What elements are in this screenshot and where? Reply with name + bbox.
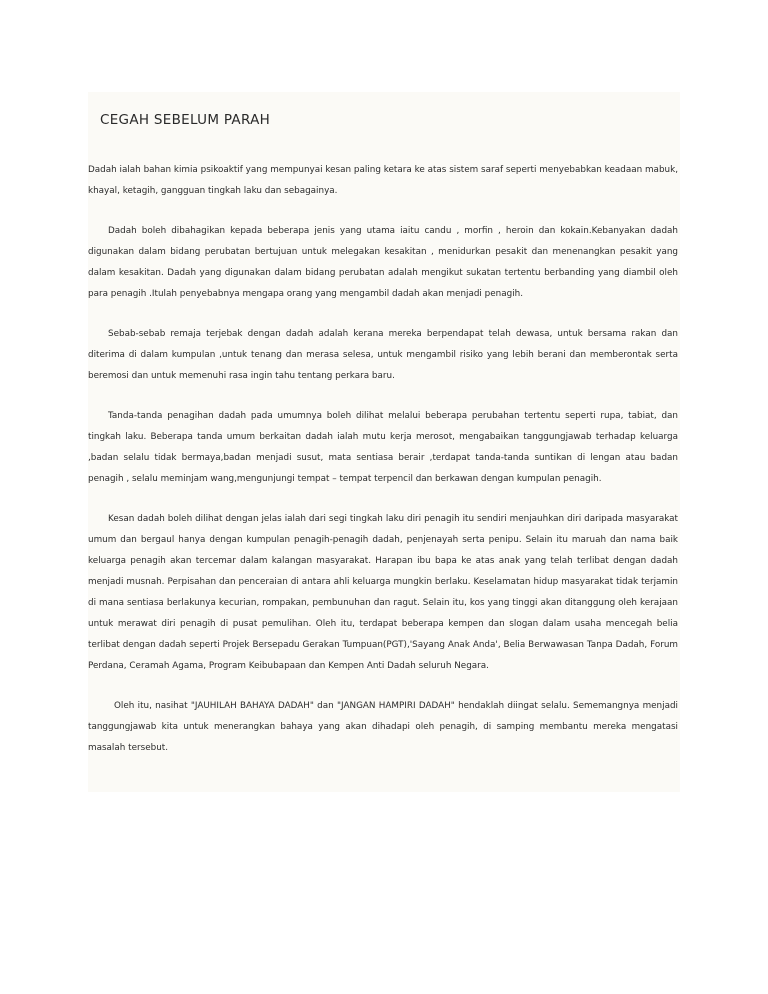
paragraph-causes: Sebab-sebab remaja terjebak dengan dadah adalah kerana mereka berpendapat telah dewasa, untuk bersama rakan dan diterima di dalam kumpulan ,untuk tenang dan merasa selesa, untuk mengambil risiko yang lebih berani dan memberontak serta beremosi dan untuk memenuhi rasa ingin tahu tentang perkara baru. [88,329,678,381]
paragraph-definition: Dadah ialah bahan kimia psikoaktif yang mempunyai kesan paling ketara ke atas sistem saraf seperti menyebabkan keadaan mabuk, khayal, ketagih, gangguan tingkah laku dan sebagainya. [88,165,678,196]
paragraph-advice: Oleh itu, nasihat "JAUHILAH BAHAYA DADAH" dan "JANGAN HAMPIRI DADAH" hendaklah diingat selalu. Sememangnya menjadi tanggungjawab kita untuk menerangkan bahaya yang akan dihadapi oleh penagih, di samping membantu mereka mengatasi masalah tersebut. [88,701,678,753]
paragraph-effects: Kesan dadah boleh dilihat dengan jelas ialah dari segi tingkah laku diri penagih itu sendiri menjauhkan diri daripada masyarakat umum dan bergaul hanya dengan kumpulan penagih-penagih dadah, penjenayah serta penipu. Selain itu maruah dan nama baik keluarga penagih akan tercemar dalam kalangan masyarakat. Harapan ibu bapa ke atas anak yang telah terlibat dengan dadah menjadi musnah. Perpisahan dan penceraian di antara ahli keluarga mungkin berlaku. Keselamatan hidup masyarakat tidak terjamin di mana sentiasa berlakunya kecurian, rompakan, pembunuhan dan ragut. Selain itu, kos yang tinggi akan ditanggung oleh kerajaan untuk merawat diri penagih di pusat pemulihan. Oleh itu, terdapat beberapa kempen dan slogan dalam usaha mencegah belia terlibat dengan dadah seperti Projek Bersepadu Gerakan Tumpuan(PGT),'Sayang Anak Anda', Belia Berwawasan Tanpa Dadah, Forum Perdana, Ceramah Agama, Program Keibubapaan dan Kempen Anti Dadah seluruh Negara. [88,514,678,671]
paragraph-signs: Tanda-tanda penagihan dadah pada umumnya boleh dilihat melalui beberapa perubahan tertentu seperti rupa, tabiat, dan tingkah laku. Beberapa tanda umum berkaitan dadah ialah mutu kerja merosot, mengabaikan tanggungjawab terhadap keluarga ,badan selalu tidak bermaya,badan menjadi susut, mata sentiasa berair ,terdapat tanda-tanda suntikan di lengan atau badan penagih , selalu meminjam wang,mengunjungi tempat – tempat terpencil dan berkawan dengan kumpulan penagih. [88,411,678,484]
document-title: CEGAH SEBELUM PARAH [100,112,271,128]
document-body [88,160,678,778]
document-page [88,92,680,792]
paragraph-types: Dadah boleh dibahagikan kepada beberapa jenis yang utama iaitu candu , morfin , heroin dan kokain.Kebanyakan dadah digunakan dalam bidang perubatan bertujuan untuk melegakan kesakitan , menidurkan pesakit dan menenangkan pesakit yang dalam kesakitan. Dadah yang digunakan dalam bidang perubatan adalah mengikut sukatan tertentu berbanding yang diambil oleh para penagih .Itulah penyebabnya mengapa orang yang mengambil dadah akan menjadi penagih. [88,226,678,299]
